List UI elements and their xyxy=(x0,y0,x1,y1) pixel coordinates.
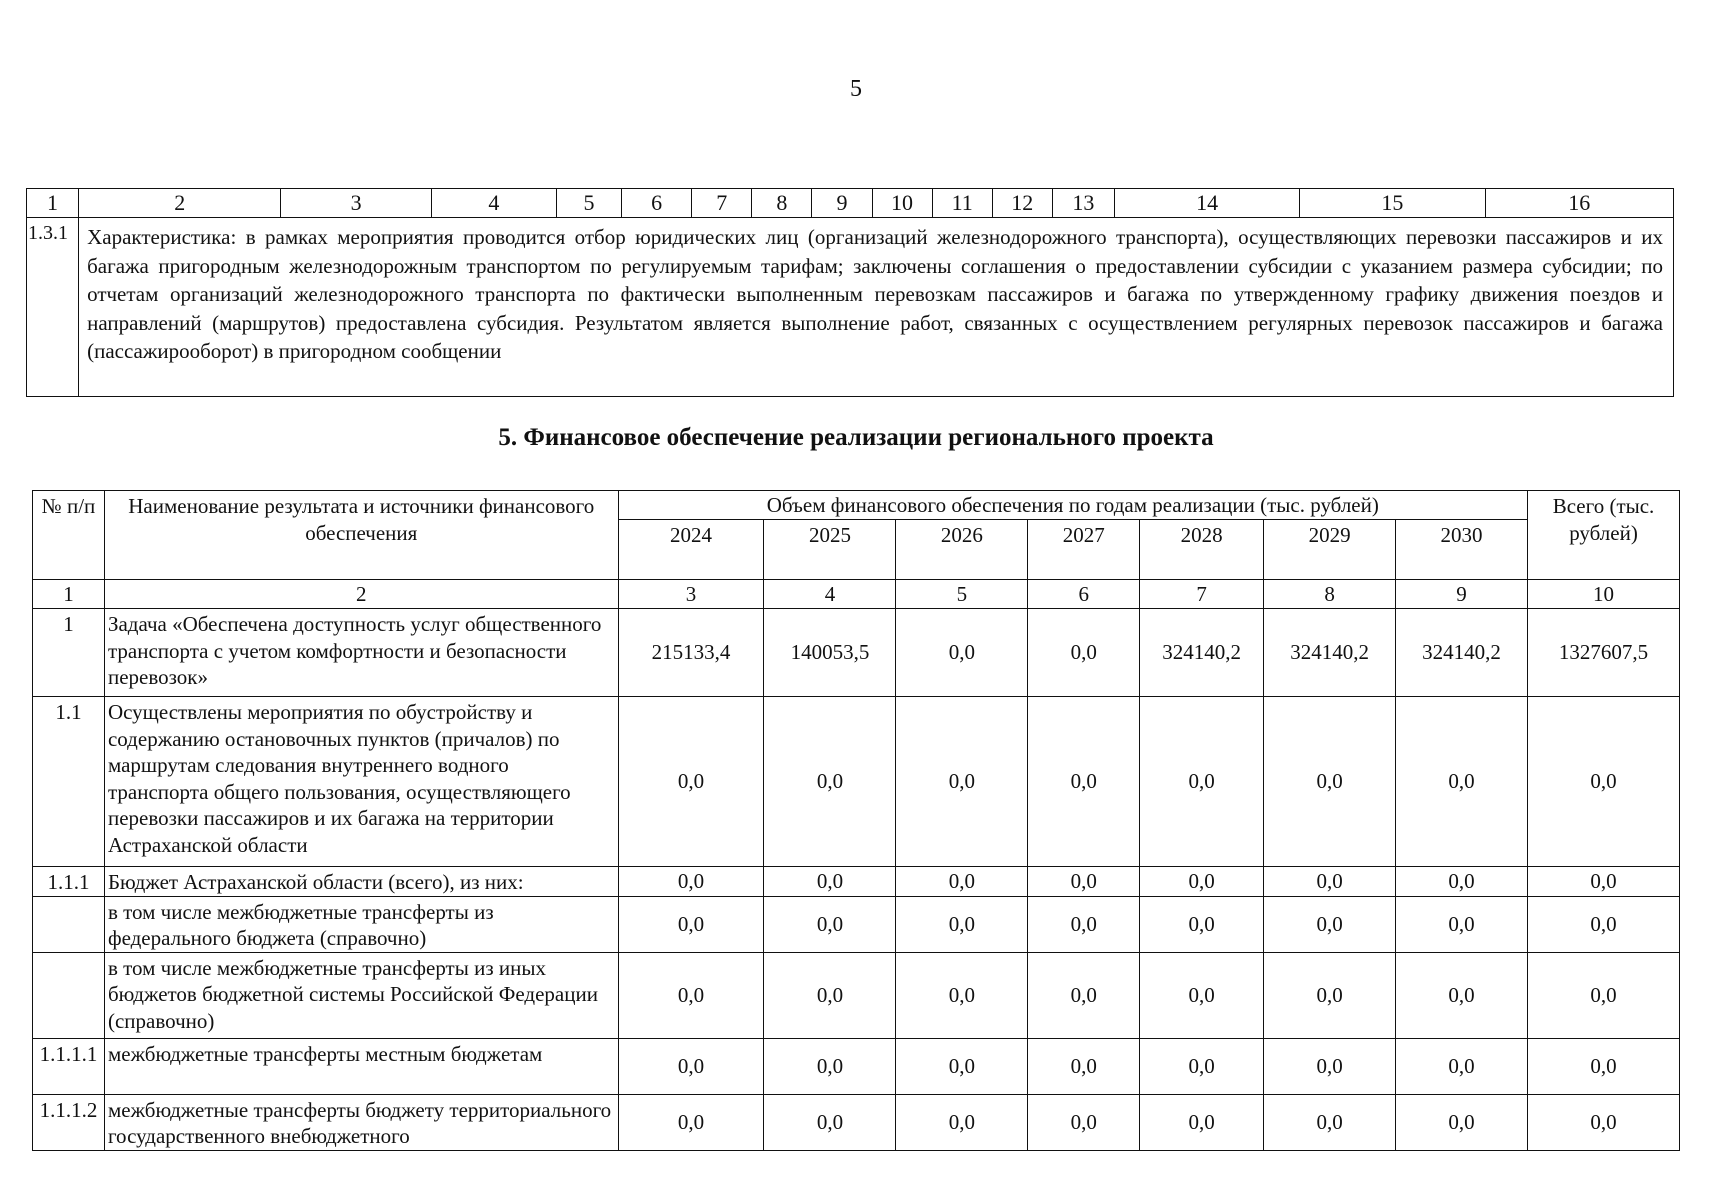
year-value: 0,0 xyxy=(896,1038,1028,1094)
column-number: 1 xyxy=(33,580,105,609)
year-header: 2030 xyxy=(1396,520,1528,580)
page-number: 5 xyxy=(850,76,862,102)
year-value: 0,0 xyxy=(1140,697,1264,867)
column-number: 12 xyxy=(992,189,1052,218)
year-value: 0,0 xyxy=(1264,952,1396,1038)
year-value: 0,0 xyxy=(1140,867,1264,897)
column-number: 6 xyxy=(1028,580,1140,609)
column-number: 6 xyxy=(622,189,692,218)
column-number: 10 xyxy=(1528,580,1680,609)
year-value: 0,0 xyxy=(1028,867,1140,897)
characteristic-text: Характеристика: в рамках мероприятия проводится отбор юридических лиц (организаций железнодорожного транспорта), осуществляющих перевозки пассажиров и их багажа пригородным железнодорожным транспортом по регулируемым тарифам; заключены соглашения о предоставлении субсидии с указанием размера субсидии; по отчетам организаций железнодорожного транспорта по фактически выполненным перевозкам пассажиров и багажа по утвержденному графику движения поездов и направлений (маршрутов) предоставлена субсидия. Результатом является выполнение работ, связанных с осуществлением регулярных перевозок пассажиров и багажа (пассажирооборот) в пригородном сообщении xyxy=(79,218,1674,397)
column-number: 16 xyxy=(1485,189,1673,218)
header-name: Наименование результата и источники финансового обеспечения xyxy=(104,491,618,580)
column-number: 4 xyxy=(431,189,556,218)
column-number: 5 xyxy=(556,189,621,218)
column-number: 8 xyxy=(752,189,812,218)
column-number: 15 xyxy=(1300,189,1485,218)
year-value: 0,0 xyxy=(1396,697,1528,867)
year-value: 0,0 xyxy=(618,697,764,867)
year-value: 0,0 xyxy=(1140,1094,1264,1150)
column-number: 9 xyxy=(1396,580,1528,609)
header-total: Всего (тыс. рублей) xyxy=(1528,491,1680,580)
table-row xyxy=(33,609,1680,697)
year-value: 0,0 xyxy=(1264,867,1396,897)
column-number: 4 xyxy=(764,580,896,609)
year-value: 0,0 xyxy=(764,952,896,1038)
year-value: 324140,2 xyxy=(1264,609,1396,697)
year-value: 0,0 xyxy=(764,1094,896,1150)
year-value: 0,0 xyxy=(764,697,896,867)
year-value: 0,0 xyxy=(896,896,1028,952)
characteristic-row xyxy=(27,218,1674,397)
year-value: 0,0 xyxy=(764,1038,896,1094)
year-value: 0,0 xyxy=(618,867,764,897)
row-name: Бюджет Астраханской области (всего), из них: xyxy=(104,867,618,897)
row-number: 1.1 xyxy=(33,697,105,867)
year-header: 2028 xyxy=(1140,520,1264,580)
year-value: 0,0 xyxy=(764,896,896,952)
financing-table xyxy=(32,490,1680,1151)
column-number-row xyxy=(27,189,1674,218)
characteristics-table xyxy=(26,188,1674,397)
total-value: 0,0 xyxy=(1528,952,1680,1038)
year-value: 0,0 xyxy=(1140,896,1264,952)
year-value: 0,0 xyxy=(1028,1038,1140,1094)
row-number: 1.1.1 xyxy=(33,867,105,897)
year-value: 0,0 xyxy=(618,952,764,1038)
year-value: 0,0 xyxy=(764,867,896,897)
year-value: 0,0 xyxy=(618,1094,764,1150)
year-value: 0,0 xyxy=(1028,697,1140,867)
total-value: 0,0 xyxy=(1528,697,1680,867)
column-number: 7 xyxy=(692,189,752,218)
year-value: 0,0 xyxy=(1264,1094,1396,1150)
row-name: межбюджетные трансферты бюджету территориального государственного внебюджетного xyxy=(104,1094,618,1150)
column-number: 10 xyxy=(872,189,932,218)
year-value: 215133,4 xyxy=(618,609,764,697)
row-number xyxy=(33,896,105,952)
column-number: 11 xyxy=(932,189,992,218)
column-number: 8 xyxy=(1264,580,1396,609)
column-number: 2 xyxy=(104,580,618,609)
table-row xyxy=(33,952,1680,1038)
section-title: 5. Финансовое обеспечение реализации регионального проекта xyxy=(498,424,1214,451)
row-name: в том числе межбюджетные трансферты из иных бюджетов бюджетной системы Российской Федерации (справочно) xyxy=(104,952,618,1038)
year-value: 0,0 xyxy=(1396,867,1528,897)
year-value: 0,0 xyxy=(1396,896,1528,952)
column-number-row xyxy=(33,580,1680,609)
year-value: 0,0 xyxy=(896,952,1028,1038)
year-value: 0,0 xyxy=(618,896,764,952)
year-value: 0,0 xyxy=(1140,952,1264,1038)
column-number: 3 xyxy=(281,189,431,218)
row-name: Задача «Обеспечена доступность услуг общественного транспорта с учетом комфортности и безопасности перевозок» xyxy=(104,609,618,697)
year-value: 0,0 xyxy=(1140,1038,1264,1094)
row-number: 1.1.1.2 xyxy=(33,1094,105,1150)
header-volume: Объем финансового обеспечения по годам реализации (тыс. рублей) xyxy=(618,491,1527,520)
year-value: 0,0 xyxy=(1396,952,1528,1038)
year-value: 0,0 xyxy=(1028,896,1140,952)
column-number: 5 xyxy=(896,580,1028,609)
column-number: 14 xyxy=(1114,189,1299,218)
year-header: 2026 xyxy=(896,520,1028,580)
total-value: 0,0 xyxy=(1528,867,1680,897)
year-value: 0,0 xyxy=(896,867,1028,897)
table-row xyxy=(33,697,1680,867)
row-name: в том числе межбюджетные трансферты из федерального бюджета (справочно) xyxy=(104,896,618,952)
total-value: 0,0 xyxy=(1528,896,1680,952)
total-value: 1327607,5 xyxy=(1528,609,1680,697)
year-header: 2029 xyxy=(1264,520,1396,580)
year-header: 2025 xyxy=(764,520,896,580)
year-value: 140053,5 xyxy=(764,609,896,697)
total-value: 0,0 xyxy=(1528,1038,1680,1094)
year-value: 0,0 xyxy=(1028,952,1140,1038)
year-value: 0,0 xyxy=(1264,896,1396,952)
year-value: 0,0 xyxy=(896,1094,1028,1150)
total-value: 0,0 xyxy=(1528,1094,1680,1150)
row-name: Осуществлены мероприятия по обустройству и содержанию остановочных пунктов (причалов) по маршрутам следования внутреннего водного транспорта общего пользования, осуществляющего перевозки пассажиров и их багажа на территории Астраханской области xyxy=(104,697,618,867)
year-value: 324140,2 xyxy=(1396,609,1528,697)
row-number: 1.1.1.1 xyxy=(33,1038,105,1094)
year-value: 0,0 xyxy=(1396,1094,1528,1150)
table-row xyxy=(33,867,1680,897)
year-header: 2024 xyxy=(618,520,764,580)
year-value: 0,0 xyxy=(618,1038,764,1094)
year-value: 0,0 xyxy=(1264,1038,1396,1094)
column-number: 2 xyxy=(79,189,281,218)
table-row xyxy=(33,896,1680,952)
column-number: 3 xyxy=(618,580,764,609)
table-row xyxy=(33,1094,1680,1150)
year-value: 0,0 xyxy=(1028,1094,1140,1150)
table-row xyxy=(33,1038,1680,1094)
year-value: 324140,2 xyxy=(1140,609,1264,697)
header-num: № п/п xyxy=(33,491,105,580)
year-header: 2027 xyxy=(1028,520,1140,580)
column-number: 13 xyxy=(1052,189,1114,218)
row-number: 1 xyxy=(33,609,105,697)
header-row xyxy=(33,491,1680,520)
column-number: 9 xyxy=(812,189,872,218)
row-number: 1.3.1 xyxy=(27,218,79,397)
column-number: 1 xyxy=(27,189,79,218)
column-number: 7 xyxy=(1140,580,1264,609)
year-value: 0,0 xyxy=(1028,609,1140,697)
year-value: 0,0 xyxy=(1396,1038,1528,1094)
year-value: 0,0 xyxy=(1264,697,1396,867)
year-value: 0,0 xyxy=(896,697,1028,867)
row-name: межбюджетные трансферты местным бюджетам xyxy=(104,1038,618,1094)
row-number xyxy=(33,952,105,1038)
year-value: 0,0 xyxy=(896,609,1028,697)
